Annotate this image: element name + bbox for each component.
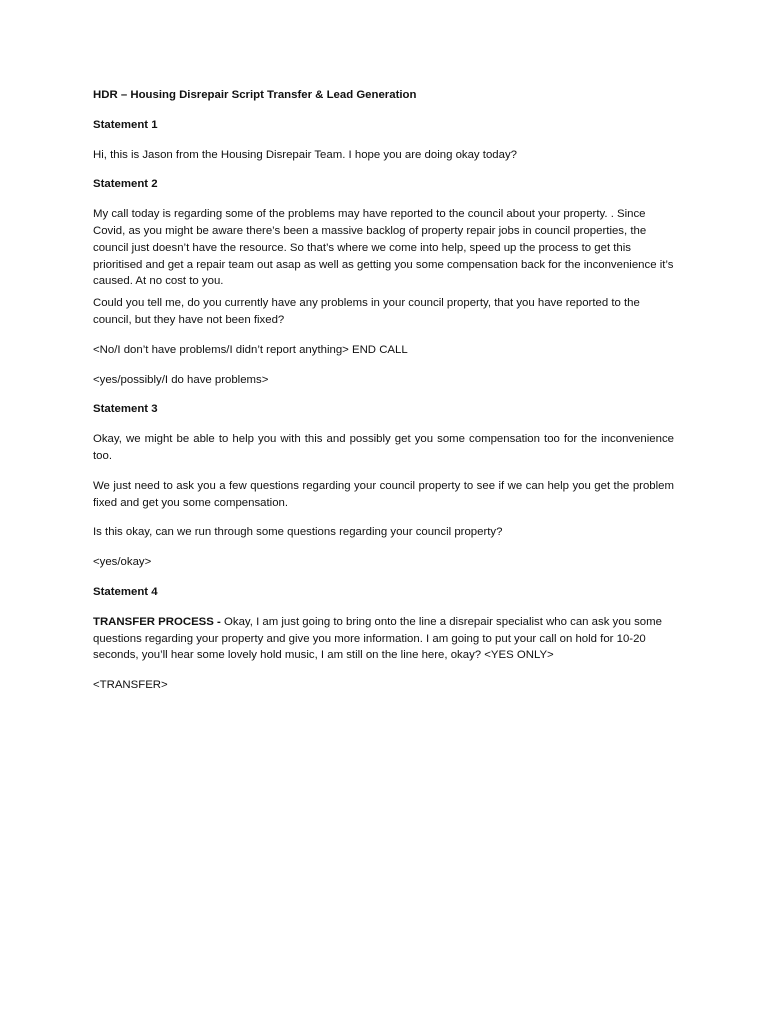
statement-2-paragraph-2: Could you tell me, do you currently have any problems in your council property, that you have reported to the council, but they have not been fixed? xyxy=(93,297,640,326)
transfer-process-label: TRANSFER PROCESS - xyxy=(93,615,225,628)
document-title: HDR – Housing Disrepair Script Transfer & Lead Generation xyxy=(93,89,417,101)
statement-2-paragraph-1: My call today is regarding some of the problems may have reported to the council about your property. . Since Covid, as you might be aware there’s been a massive backlog of property repair jobs in council properties, the council just doesn’t have the resource. So that’s where we come into help, speed up the process to get this prioritised and get a repair team out asap as well as getting you some compensation back for the inconvenience it’s caused. At no cost to you. xyxy=(93,208,674,288)
statement-2-heading: Statement 2 xyxy=(93,178,158,191)
document-body xyxy=(93,87,674,707)
statement-1-heading: Statement 1 xyxy=(93,118,158,131)
statement-4-text: Okay, I am just going to bring onto the line a disrepair specialist who can ask you some questions regarding your property and give you more information. I am going to put your call on hold for 10-20 seconds, you’ll hear some lovely hold music, I am still on the line here, okay? <YES ONLY> xyxy=(93,615,662,662)
statement-3-heading: Statement 3 xyxy=(93,403,158,416)
statement-2-response-yes: <yes/possibly/I do have problems> xyxy=(93,373,269,386)
statement-1-text: Hi, this is Jason from the Housing Disrepair Team. I hope you are doing okay today? xyxy=(93,148,517,161)
statement-4-paragraph xyxy=(93,614,674,664)
statement-3-paragraph-1: Okay, we might be able to help you with this and possibly get you some compensation too for the inconvenience too. xyxy=(93,433,674,462)
statement-3-paragraph-2: We just need to ask you a few questions regarding your council property to see if we can help you get the problem fixed and get you some compensation. xyxy=(93,479,674,509)
statement-2-response-no: <No/I don’t have problems/I didn’t report anything> END CALL xyxy=(93,343,408,356)
transfer-marker: <TRANSFER> xyxy=(93,679,168,692)
statement-3-response: <yes/okay> xyxy=(93,556,152,569)
statement-3-paragraph-3: Is this okay, can we run through some questions regarding your council property? xyxy=(93,526,503,539)
statement-4-heading: Statement 4 xyxy=(93,585,158,598)
